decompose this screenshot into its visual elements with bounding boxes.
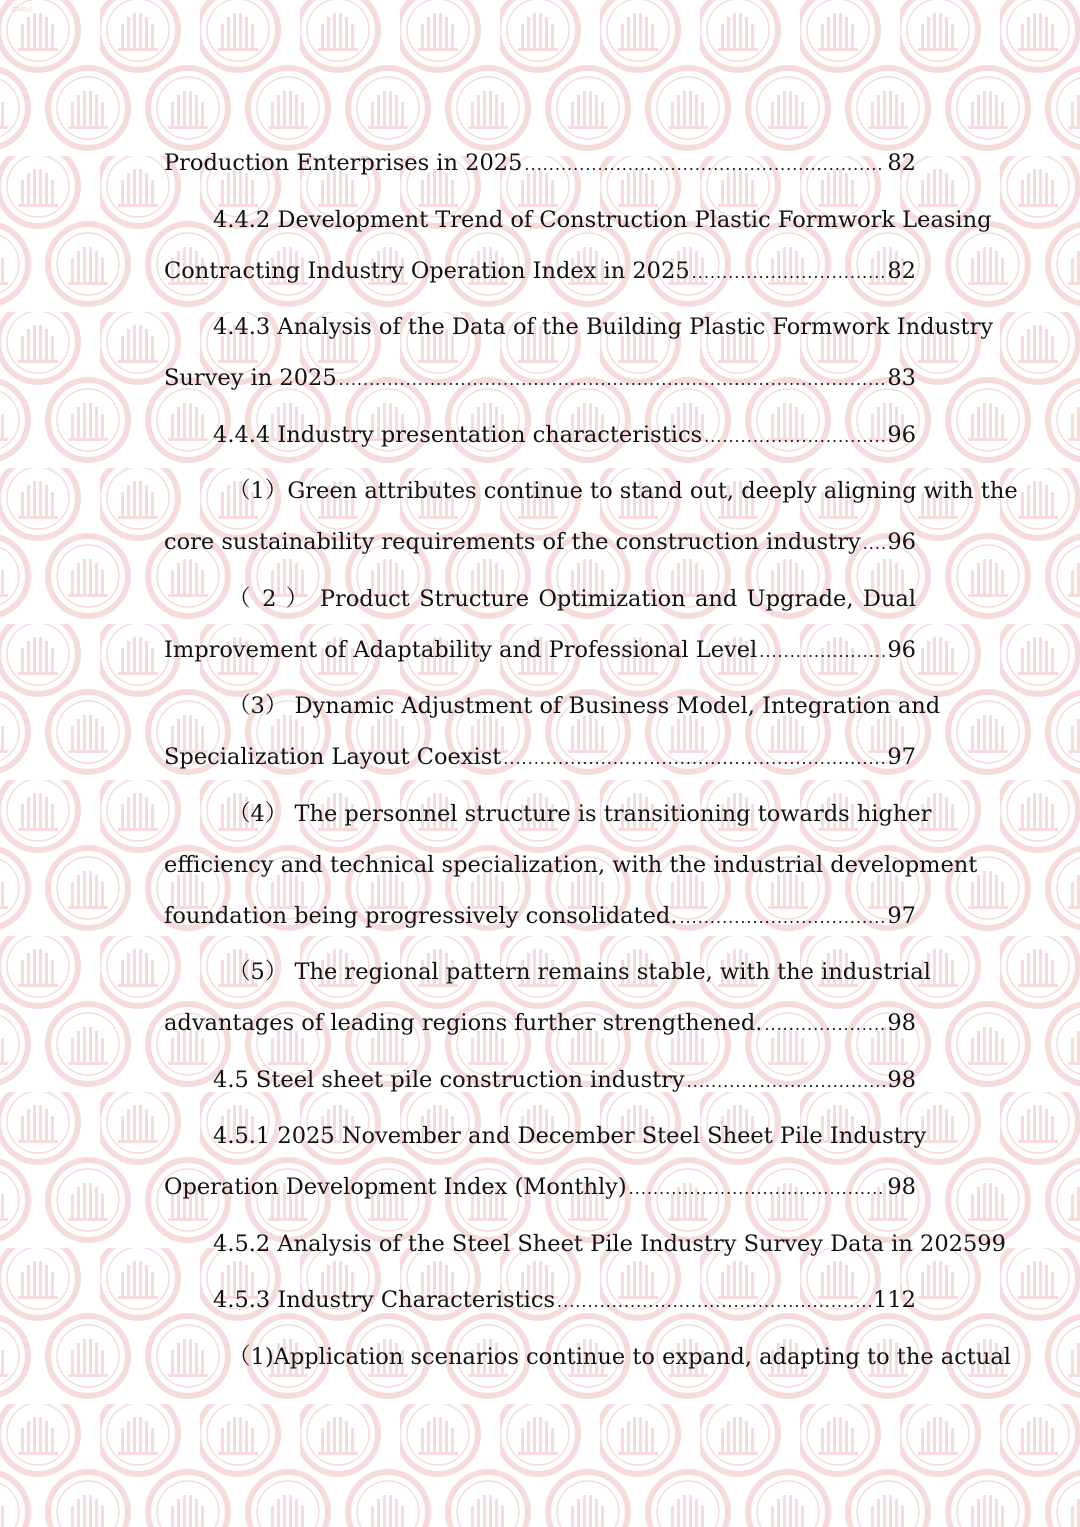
toc-title-line: Operation Development Index (Monthly): [164, 1174, 627, 1200]
toc-title-line[interactable]: 4.5.2 Analysis of the Steel Sheet Pile Industry Survey Data in 202599: [213, 1230, 1006, 1257]
toc-title-line[interactable]: （ 2 ） Product Structure Optimization and Upgrade, Dual: [228, 585, 916, 612]
toc-entry[interactable]: [164, 410, 916, 461]
dot-leader: [557, 1276, 871, 1327]
page-number: 98: [887, 1174, 916, 1200]
page-number: 98: [887, 1066, 916, 1093]
toc-title-line: Specialization Layout Coexist: [164, 744, 502, 770]
page-number: 82: [887, 257, 916, 284]
toc-entry[interactable]: [164, 138, 916, 189]
toc-title-line[interactable]: （5） The regional pattern remains stable, with the industrial: [228, 959, 931, 985]
dot-leader: [679, 892, 885, 943]
toc-title-line[interactable]: 4.4.2 Development Trend of Construction Plastic Formwork Leasing: [213, 206, 992, 233]
toc-entry[interactable]: [164, 891, 916, 942]
dot-leader: [503, 733, 885, 784]
toc-entry[interactable]: [164, 625, 916, 676]
page-number: 97: [887, 744, 916, 770]
toc-title-line: Contracting Industry Operation Index in 2025: [164, 257, 690, 284]
dot-leader: [524, 139, 885, 190]
toc-title-line[interactable]: （1）Green attributes continue to stand out, deeply aligning with the: [228, 478, 1018, 504]
toc-entry[interactable]: [164, 1055, 916, 1106]
dot-leader: [692, 247, 886, 298]
toc-page: [164, 138, 1018, 1383]
toc-title-line[interactable]: efficiency and technical specialization, with the industrial development: [164, 851, 978, 878]
page-number: 97: [887, 902, 916, 929]
toc-entry[interactable]: [164, 1275, 916, 1326]
toc-entry[interactable]: [164, 246, 916, 297]
toc-title-line: 4.5.3 Industry Characteristics: [213, 1287, 556, 1313]
dot-leader: [687, 1056, 886, 1107]
toc-title-line[interactable]: （3） Dynamic Adjustment of Business Model, Integration and: [228, 693, 941, 719]
watermark-label: CMRA: [12, 6, 33, 14]
toc-entry[interactable]: [164, 353, 916, 404]
page-number: 83: [887, 365, 916, 391]
toc-title-line[interactable]: 4.5.1 2025 November and December Steel Sheet Pile Industry: [213, 1123, 927, 1149]
page-number: 98: [887, 1010, 916, 1036]
toc-title-line[interactable]: （4） The personnel structure is transitioning towards higher: [228, 800, 932, 827]
page-number: 82: [887, 150, 916, 176]
page-number: 96: [887, 421, 916, 448]
toc-title-line[interactable]: 4.4.3 Analysis of the Data of the Building Plastic Formwork Industry: [213, 314, 994, 340]
toc-title-line: 4.5 Steel sheet pile construction industry: [213, 1066, 685, 1093]
toc-title-line: 4.4.4 Industry presentation characteristics: [213, 421, 703, 448]
toc-title-line: core sustainability requirements of the construction industry: [164, 529, 861, 555]
toc-title-line[interactable]: （1)Application scenarios continue to expand, adapting to the actual: [228, 1343, 1011, 1370]
toc-title-line: Production Enterprises in 2025: [164, 150, 523, 176]
page-number: 112: [873, 1287, 916, 1313]
dot-leader: [339, 354, 886, 405]
toc-title-line: foundation being progressively consolidated.: [164, 902, 678, 929]
dot-leader: [704, 411, 885, 462]
toc-entry[interactable]: [164, 517, 916, 568]
toc-entry[interactable]: [164, 998, 916, 1049]
toc-title-line: Survey in 2025: [164, 365, 337, 391]
dot-leader: [764, 999, 885, 1050]
dot-leader: [629, 1163, 886, 1214]
toc-entry[interactable]: [164, 732, 916, 783]
page-number: 96: [887, 529, 916, 555]
page-number: 96: [887, 636, 916, 663]
dot-leader: [863, 518, 886, 569]
toc-title-line: advantages of leading regions further strengthened.: [164, 1010, 763, 1036]
toc-entry[interactable]: [164, 1162, 916, 1213]
dot-leader: [759, 626, 885, 677]
toc-title-line: Improvement of Adaptability and Professional Level: [164, 636, 758, 663]
